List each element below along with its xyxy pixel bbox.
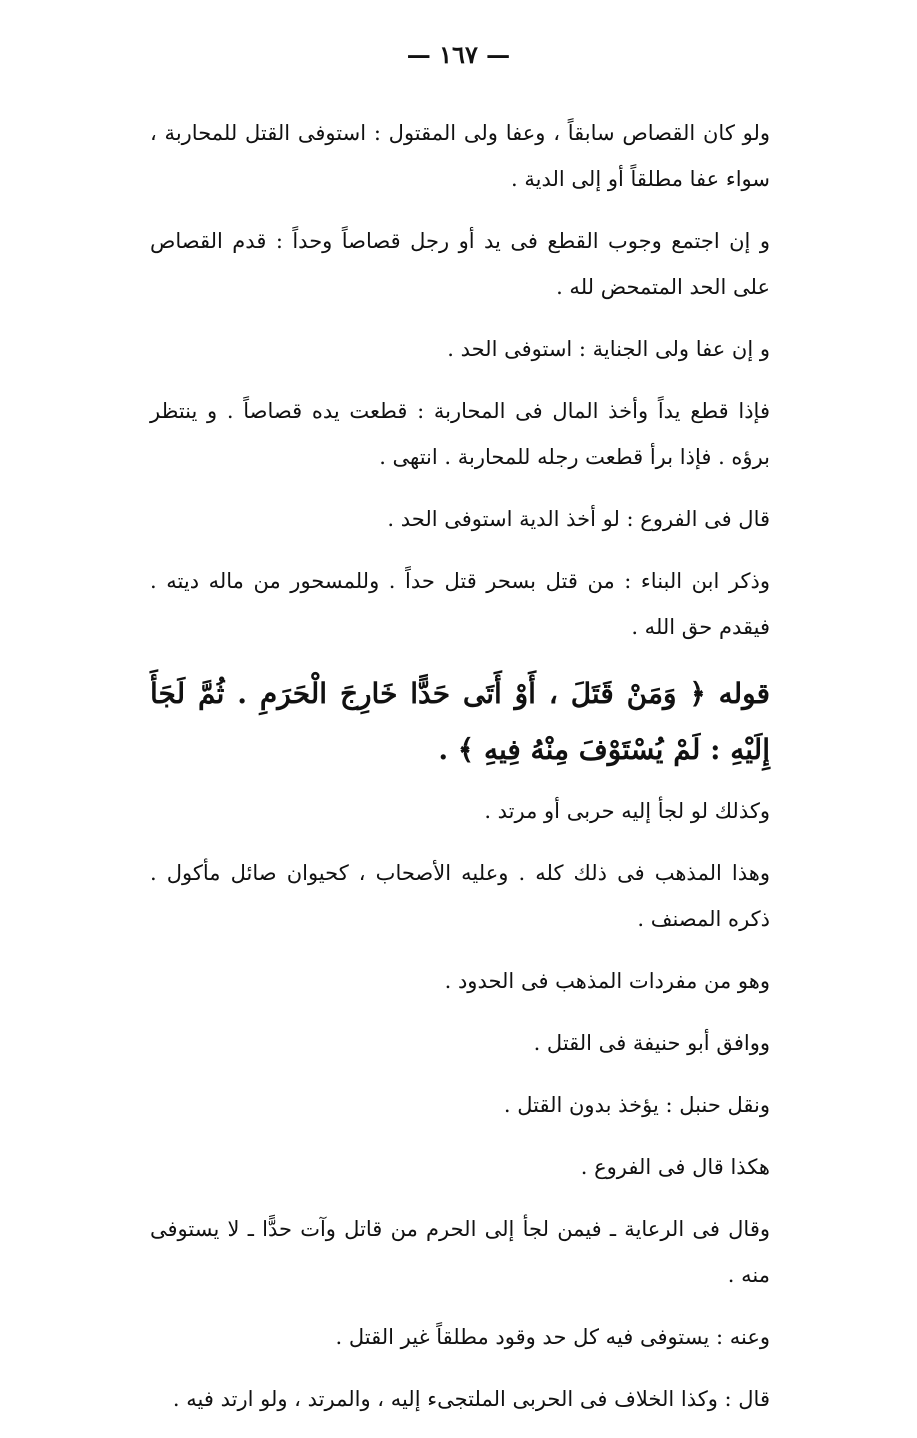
paragraph-4: فإذا قطع يداً وأخذ المال فى المحاربة : قطعت يده قصاصاً . و ينتظر برؤه . فإذا برأ قطعت رجله للمحاربة . انتهى . bbox=[150, 399, 770, 469]
paragraph-6: وذكر ابن البناء : من قتل بسحر قتل حداً . وللمسحور من ماله ديته . فيقدم حق الله . bbox=[150, 569, 770, 639]
quoted-passage: قوله ﴿ وَمَنْ قَتَلَ ، أَوْ أَتَى حَدًّا خَارِجَ الْحَرَمِ . ثُمَّ لَجَأَ إِلَيْهِ : لَمْ يُسْتَوْفَ مِنْهُ فِيهِ ﴾ . bbox=[150, 677, 770, 766]
paragraph-14: وقال فى الرعاية ـ فيمن لجأ إلى الحرم من قاتل وآت حدًّا ـ لا يستوفى منه . bbox=[150, 1217, 770, 1287]
page-number: — ١٦٧ — bbox=[406, 40, 511, 69]
paragraph-3: و إن عفا ولى الجناية : استوفى الحد . bbox=[447, 337, 770, 361]
paragraph-16: قال : وكذا الخلاف فى الحربى الملتجىء إليه ، والمرتد ، ولو ارتد فيه . bbox=[172, 1387, 770, 1411]
paragraph-12: ونقل حنبل : يؤخذ بدون القتل . bbox=[503, 1093, 770, 1117]
paragraph-9: وهذا المذهب فى ذلك كله . وعليه الأصحاب ، كحيوان صائل مأكول . ذكره المصنف . bbox=[150, 861, 770, 931]
paragraph-10: وهو من مفردات المذهب فى الحدود . bbox=[444, 969, 770, 993]
paragraph-1: ولو كان القصاص سابقاً ، وعفا ولى المقتول : استوفى القتل للمحاربة ، سواء عفا مطلقاً أو إلى الدية . bbox=[150, 121, 770, 191]
paragraph-2: و إن اجتمع وجوب القطع فى يد أو رجل قصاصاً وحداً : قدم القصاص على الحد المتمحض لله . bbox=[150, 229, 770, 299]
paragraph-15: وعنه : يستوفى فيه كل حد وقود مطلقاً غير القتل . bbox=[335, 1325, 770, 1349]
page-body bbox=[150, 110, 770, 1438]
paragraph-5: قال فى الفروع : لو أخذ الدية استوفى الحد . bbox=[387, 507, 770, 531]
paragraph-11: ووافق أبو حنيفة فى القتل . bbox=[533, 1031, 770, 1055]
paragraph-13: هكذا قال فى الفروع . bbox=[580, 1155, 770, 1179]
paragraph-8: وكذلك لو لجأ إليه حربى أو مرتد . bbox=[484, 799, 770, 823]
